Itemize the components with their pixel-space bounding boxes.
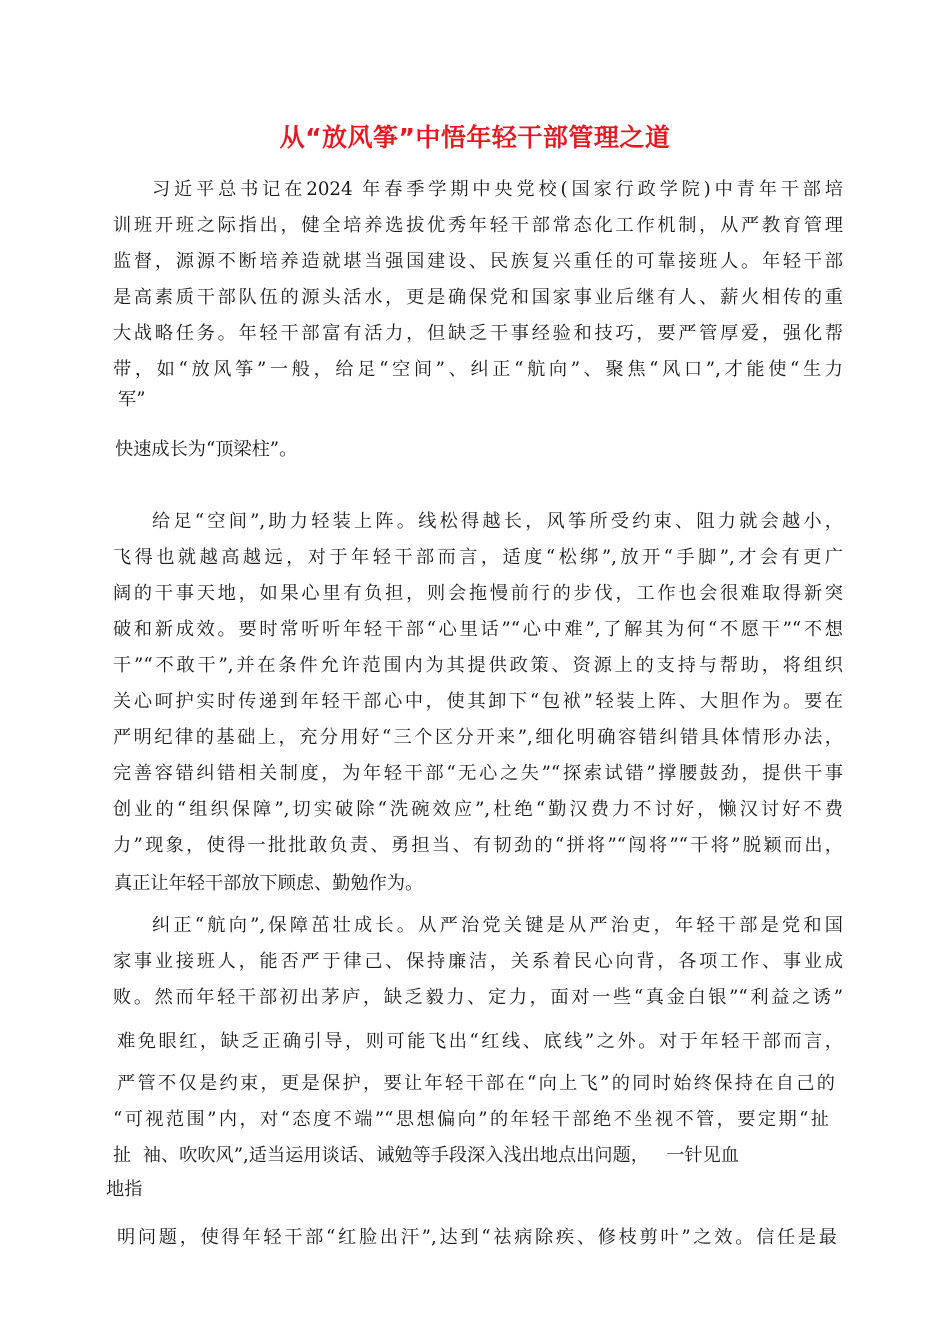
paragraph-line: “可视范围”内，对“态度不端”“思想偏向”的年轻干部绝不坐视不管，要定期“扯 [113,1109,829,1130]
paragraph-line: 干”“不敢干”,并在条件允许范围内为其提供政策、资源上的支持与帮助，将组织 [113,655,843,676]
paragraph-line: 真正让年轻干部放下顾虑、勤勉作为。 [114,873,424,894]
paragraph-line: 大战略任务。年轻干部富有活力，但缺乏干事经验和技巧，要严管厚爱，强化帮 [113,323,843,344]
paragraph-line: 关心呵护实时传递到年轻干部心中，使其卸下“包袱”轻装上阵、大胆作为。要在 [113,691,843,712]
paragraph-line: 习近平总书记在2024 年春季学期中央党校(国家行政学院)中青年干部培 [152,179,843,200]
paragraph-line: 严明纪律的基础上，充分用好“三个区分开来”,细化明确容错纠错具体情形办法， [113,727,843,748]
paragraph-line: 地指 [106,1179,143,1200]
paragraph-line: 阔的干事天地，如果心里有负担，则会拖慢前行的步伐，工作也会很难取得新突 [113,583,843,604]
paragraph-line: 带，如“放风筝”一般，给足“空间”、纠正“航向”、聚焦“风口”,才能使“生力 [113,359,843,380]
paragraph-line: 完善容错纠错相关制度，为年轻干部“无心之失”“探索试错”撑腰鼓劲，提供干事 [113,763,843,784]
paragraph-line: 监督，源源不断培养造就堪当强国建设、民族复兴重任的可靠接班人。年轻干部 [113,251,843,272]
paragraph-line: 严管不仅是约束，更是保护，要让年轻干部在“向上飞”的同时始终保持在自己的 [117,1073,835,1094]
paragraph-line: 纠正“航向”,保障茁壮成长。从严治党关键是从严治吏，年轻干部是党和国 [152,915,843,936]
paragraph-line: 扯 袖、吹吹风”,适当运用谈话、诫勉等手段深入浅出地点出问题， 一针见血 [113,1145,739,1166]
paragraph-line: 力”现象，使得一批批敢负责、勇担当、有韧劲的“拼将”“闯将”“干将”脱颖而出， [113,835,843,856]
paragraph-line: 败。然而年轻干部初出茅庐，缺乏毅力、定力，面对一些“真金白银”“利益之诱” [113,987,843,1008]
paragraph-line: 破和新成效。要时常听听年轻干部“心里话”“心中难”,了解其为何“不愿干”“不想 [113,619,843,640]
paragraph-line: 给足“空间”,助力轻装上阵。线松得越长，风筝所受约束、阻力就会越小， [152,511,843,532]
paragraph-line: 训班开班之际指出，健全培养选拔优秀年轻干部常态化工作机制，从严教育管理 [113,215,843,236]
paragraph-line: 家事业接班人，能否严于律己、保持廉洁，关系着民心向背，各项工作、事业成 [113,951,843,972]
paragraph-line: 明问题，使得年轻干部“红脸出汗”,达到“祛病除疾、修枝剪叶”之效。信任是最 [117,1227,837,1248]
paragraph-line: 是高素质干部队伍的源头活水，更是确保党和国家事业后继有人、薪火相传的重 [113,287,843,308]
paragraph-line: 创业的“组织保障”,切实破除“洗碗效应”,杜绝“勤汉费力不讨好，懒汉讨好不费 [113,799,843,820]
document-title: 从“放风筝”中悟年轻干部管理之道 [279,123,671,152]
paragraph-line: 难免眼红，缺乏正确引导，则可能飞出“红线、底线”之外。对于年轻干部而言， [117,1031,843,1052]
paragraph-line: 军” [118,389,146,410]
paragraph-line: 飞得也就越高越远，对于年轻干部而言，适度“松绑”,放开“手脚”,才会有更广 [113,547,843,568]
paragraph-line: 快速成长为“顶梁柱”。 [115,439,298,460]
